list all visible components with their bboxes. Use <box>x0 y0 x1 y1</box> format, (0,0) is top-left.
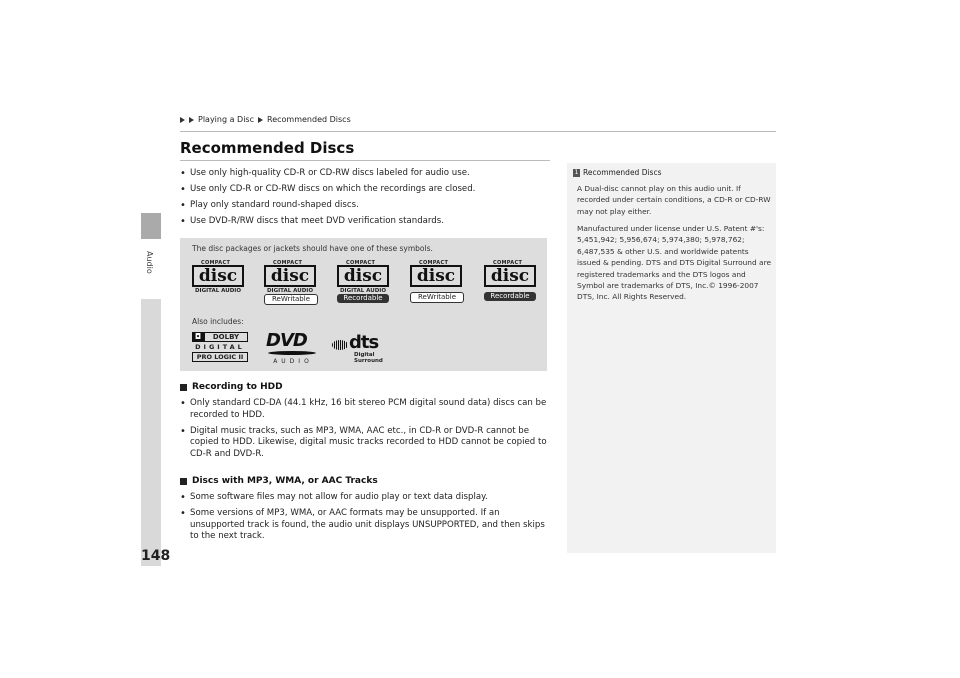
list-item: • Some software files may not allow for audio play or text data display. <box>180 492 550 504</box>
dolby-word: DOLBY <box>204 332 248 342</box>
dts-swirl-icon <box>332 340 348 350</box>
list-item: • Use only high-quality CD-R or CD-RW discs labeled for audio use. <box>180 168 550 180</box>
mp3-bullet-list <box>180 492 550 547</box>
logo-compact-text: COMPACT <box>273 260 303 266</box>
logo-compact-text: COMPACT <box>346 260 376 266</box>
logo-tag: ReWritable <box>410 292 464 303</box>
list-item: • Play only standard round-shaped discs. <box>180 200 550 212</box>
note-number-icon: 1 <box>574 168 579 176</box>
dts-word: dts <box>349 332 379 353</box>
logo-disc-text: disc <box>410 265 462 287</box>
note-paragraph: A Dual-disc cannot play on this audio unit. If recorded under certain conditions, a CD-R or CD-RW may not play either. <box>577 184 771 216</box>
logo-disc-text: disc <box>264 265 316 287</box>
breadcrumb-arrow-icon <box>258 117 263 123</box>
hdd-bullet-list <box>180 398 550 465</box>
header-divider <box>180 131 776 132</box>
sidebar-tab-label <box>141 239 161 299</box>
list-item: • Digital music tracks, such as MP3, WMA, AAC etc., in CD-R or DVD-R cannot be copied to HDD. Likewise, digital music tracks recorded to HDD cannot be copied to CD-R and DVD-R. <box>180 426 550 461</box>
logo-tag: ReWritable <box>264 294 318 305</box>
note-header <box>573 168 662 177</box>
breadcrumb-item[interactable]: Recommended Discs <box>267 115 351 124</box>
breadcrumb-arrow-icon <box>189 117 194 123</box>
disc-symbols-box <box>180 238 547 371</box>
dolby-digital-text: DIGITAL <box>195 343 245 351</box>
section-heading-hdd <box>180 382 283 392</box>
logo-sub-text: DIGITAL AUDIO <box>194 288 241 294</box>
logo-tag: Recordable <box>484 292 536 301</box>
main-bullet-list <box>180 168 550 232</box>
logo-disc-text: disc <box>337 265 389 287</box>
cd-da-logo <box>192 260 244 302</box>
breadcrumb <box>180 115 351 124</box>
dvd-disc-icon <box>268 351 316 355</box>
title-divider <box>180 160 550 161</box>
note-title: Recommended Discs <box>583 168 662 177</box>
page-title: Recommended Discs <box>180 139 355 157</box>
breadcrumb-item[interactable]: Playing a Disc <box>198 115 254 124</box>
side-note-panel <box>567 163 776 553</box>
section-heading-text: Recording to HDD <box>192 382 283 392</box>
note-paragraph: Manufactured under license under U.S. Patent #'s: 5,451,942; 5,956,674; 5,974,380; 5,978,762; 6,487,535 & other U.S. and worldwide patents issued & pending. DTS and DTS Digital Surround are registered trademarks and the DTS logos and Symbol are trademarks of DTS, Inc.© 1996-2007 DTS, Inc. All Rights Reserved. <box>577 224 771 302</box>
disc-box-caption: The disc packages or jackets should have one of these symbols. <box>192 244 433 253</box>
list-item: • Only standard CD-DA (44.1 kHz, 16 bit stereo PCM digital sound data) discs can be recorded to HDD. <box>180 398 550 421</box>
dts-sub-text: Digital Surround <box>354 352 383 364</box>
dolby-prologic-text: PRO LOGIC II <box>192 352 248 362</box>
dvd-audio-logo <box>266 332 320 364</box>
sidebar-tab-marker <box>141 213 161 239</box>
dts-logo <box>332 334 402 364</box>
section-heading-text: Discs with MP3, WMA, or AAC Tracks <box>192 476 378 486</box>
logo-disc-text: disc <box>192 265 244 287</box>
page-number: 148 <box>141 548 171 564</box>
logo-sub-text: DIGITAL AUDIO <box>339 288 386 294</box>
list-item: • Some versions of MP3, WMA, or AAC formats may be unsupported. If an unsupported track is found, the audio unit displays UNSUPPORTED, and then skips to the next track. <box>180 508 550 543</box>
cd-r-logo <box>484 260 536 302</box>
also-includes-label: Also includes: <box>192 317 244 326</box>
dvd-word: DVD <box>266 330 307 351</box>
section-square-icon <box>180 384 187 391</box>
logo-disc-text: disc <box>484 265 536 287</box>
dolby-digital-logo <box>192 332 248 362</box>
logo-compact-text: COMPACT <box>201 260 231 266</box>
cd-rw-logo <box>410 260 462 302</box>
section-square-icon <box>180 478 187 485</box>
cd-rw-audio-logo <box>264 260 316 302</box>
side-tab-text: Audio <box>145 251 154 274</box>
list-item: • Use DVD-R/RW discs that meet DVD verification standards. <box>180 216 550 228</box>
dvd-audio-text: AUDIO <box>273 358 313 365</box>
logo-tag: Recordable <box>337 294 389 303</box>
breadcrumb-arrow-icon <box>180 117 185 123</box>
cd-r-audio-logo <box>337 260 389 302</box>
logo-sub-text: DIGITAL AUDIO <box>266 288 313 294</box>
dolby-dd-icon: ◘ <box>192 332 204 342</box>
logo-compact-text: COMPACT <box>419 260 449 266</box>
section-heading-mp3 <box>180 476 378 486</box>
logo-compact-text: COMPACT <box>493 260 523 266</box>
list-item: • Use only CD-R or CD-RW discs on which the recordings are closed. <box>180 184 550 196</box>
